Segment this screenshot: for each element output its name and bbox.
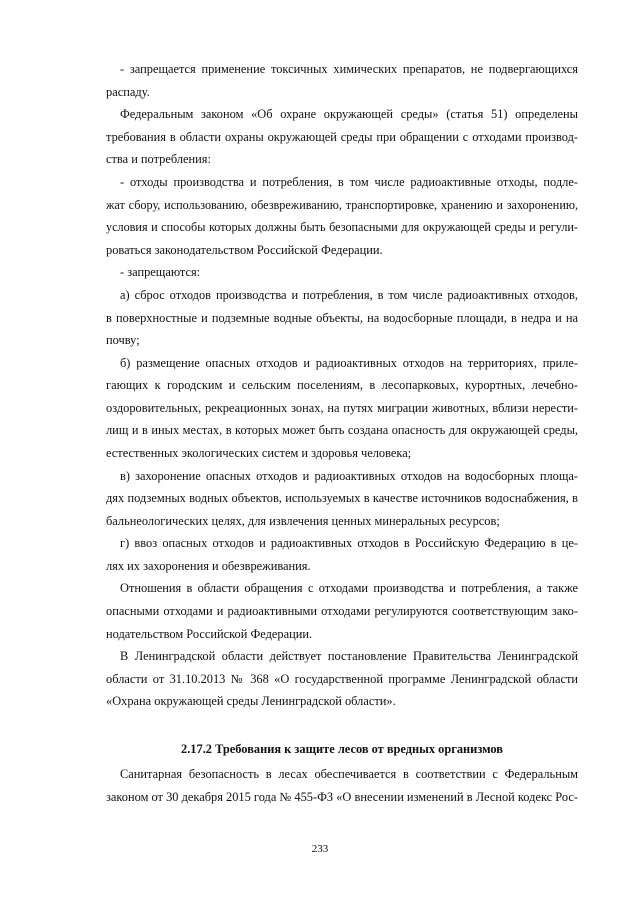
text-line: опасными отходами и радиоактивными отходами регулируются соответствующим зако- xyxy=(106,604,578,618)
text-line: дях подземных водных объектов, используемых в качестве источников водоснабжения, в xyxy=(106,491,578,505)
text-line: «Охрана окружающей среды Ленинградской области». xyxy=(106,694,396,708)
text-line: б) размещение опасных отходов и радиоактивных отходов на территориях, приле- xyxy=(120,356,578,370)
text-line: а) сброс отходов производства и потребления, в том числе радиоактивных отходов, xyxy=(120,288,578,302)
text-line: - запрещается применение токсичных химических препаратов, не подвергающихся xyxy=(120,62,578,76)
text-line: естественных экологических систем и здоровья человека; xyxy=(106,446,412,460)
section-heading: 2.17.2 Требования к защите лесов от вредных организмов xyxy=(181,742,503,756)
text-line: области от 31.10.2013 № 368 «О государственной программе Ленинградской области xyxy=(106,672,578,686)
text-line: нодательством Российской Федерации. xyxy=(106,627,313,641)
text-line: роваться законодательством Российской Федерации. xyxy=(106,243,383,257)
text-line: Отношения в области обращения с отходами производства и потребления, а также xyxy=(120,581,578,595)
text-line: лищ и в иных местах, в которых может быть создана опасность для окружающей среды, xyxy=(106,423,578,437)
text-line: - запрещаются: xyxy=(120,265,201,279)
text-line: в поверхностные и подземные водные объекты, на водосборные площади, в недра и на xyxy=(106,311,578,325)
text-line: Санитарная безопасность в лесах обеспечивается в соответствии с Федеральным xyxy=(120,767,578,781)
text-line: условия и способы которых должны быть безопасными для окружающей среды и регули- xyxy=(106,220,578,234)
text-line: Федеральным законом «Об охране окружающей среды» (статья 51) определены xyxy=(120,107,578,121)
text-line: распаду. xyxy=(106,85,150,99)
text-line: почву; xyxy=(106,333,140,347)
text-line: жат сбору, использованию, обезвреживанию, транспортировке, хранению и захоронению, xyxy=(106,198,578,212)
text-line: требования в области охраны окружающей среды при обращении с отходами производ- xyxy=(106,130,578,144)
text-line: в) захоронение опасных отходов и радиоактивных отходов на водосборных площа- xyxy=(120,469,578,483)
text-line: - отходы производства и потребления, в том числе радиоактивные отходы, подле- xyxy=(120,175,578,189)
text-line: бальнеологических целях, для извлечения ценных минеральных ресурсов; xyxy=(106,514,500,528)
text-line: г) ввоз опасных отходов и радиоактивных отходов в Российскую Федерацию в це- xyxy=(120,536,578,550)
text-line: ства и потребления: xyxy=(106,152,211,166)
text-line: лях их захоронения и обезвреживания. xyxy=(106,559,311,573)
page-number: 233 xyxy=(311,843,329,855)
text-line: оздоровительных, рекреационных зонах, на путях миграции животных, вблизи нерести- xyxy=(106,401,578,415)
text-line: гающих к городским и сельским поселениям, в лесопарковых, курортных, лечебно- xyxy=(106,378,578,392)
text-line: В Ленинградской области действует постановление Правительства Ленинградской xyxy=(120,649,578,663)
text-line: законом от 30 декабря 2015 года № 455-ФЗ «О внесении изменений в Лесной кодекс Рос- xyxy=(106,790,578,804)
